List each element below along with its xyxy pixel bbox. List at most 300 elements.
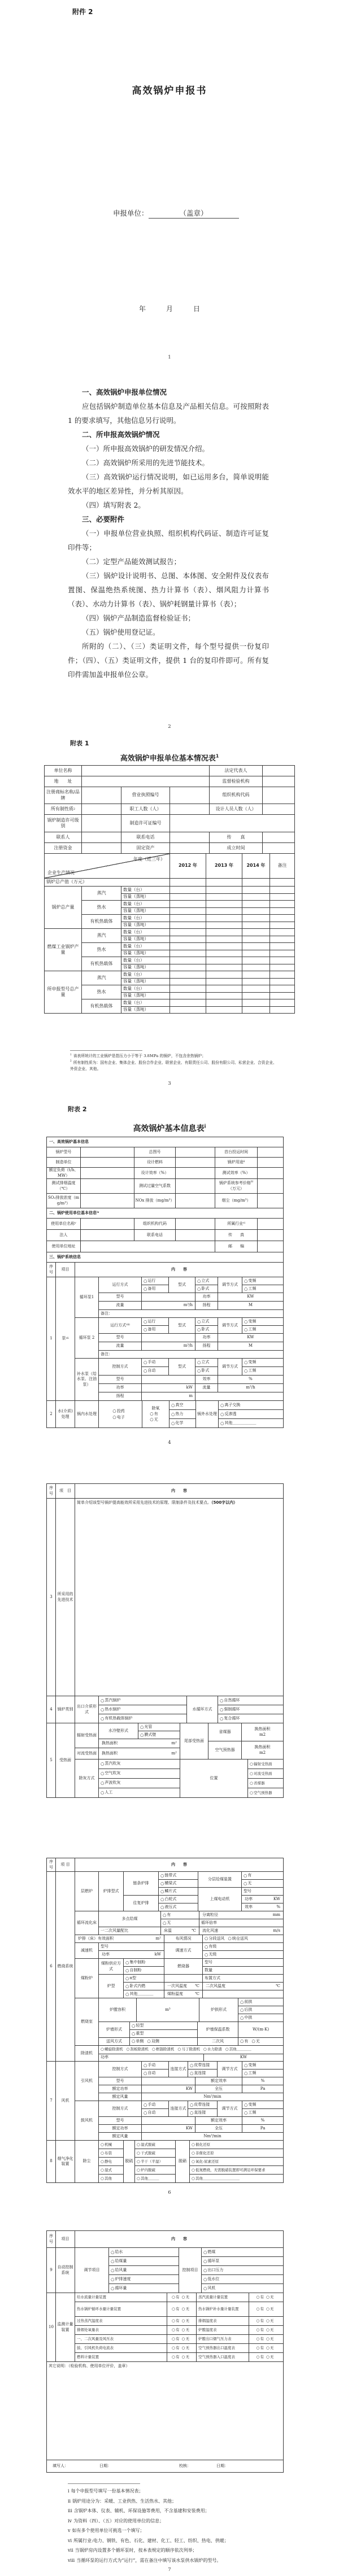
input-cell[interactable]: [242, 879, 270, 887]
input-cell[interactable]: [170, 936, 206, 944]
radio-option[interactable]: ○ 无: [266, 2307, 273, 2312]
radio-option[interactable]: ○ 直连接: [188, 2109, 218, 2117]
input-cell[interactable]: [242, 887, 270, 894]
input-cell[interactable]: kW: [142, 1384, 195, 1392]
radio-option[interactable]: ○ 反渗透: [219, 1410, 284, 1419]
label: 煤粉供应方式: [99, 1959, 124, 1975]
radio-option[interactable]: ○ 复合循环: [218, 1714, 284, 1723]
radio-option[interactable]: ○ 框链除渣机: [152, 2047, 174, 2052]
radio-option[interactable]: ○ 有: [257, 2295, 264, 2300]
radio-option[interactable]: ○ 无: [266, 2337, 273, 2342]
input-cell[interactable]: 功率 KW: [242, 1896, 284, 1903]
radio-option[interactable]: ○ 给风量: [109, 2266, 179, 2275]
input-cell[interactable]: [242, 901, 270, 908]
radio-option[interactable]: ○ 空气吹灰: [99, 1769, 180, 1779]
radio-option[interactable]: ○ 无: [266, 2319, 273, 2324]
radio-option[interactable]: ○ 人工: [99, 1788, 180, 1798]
input-cell[interactable]: [242, 929, 270, 936]
input-cell[interactable]: [270, 936, 295, 944]
input-cell[interactable]: [176, 1147, 215, 1158]
label: 补水泵（给水泵、注油泵）: [75, 1359, 99, 1401]
input-cell[interactable]: [258, 1179, 284, 1194]
radio-option[interactable]: ○ π型: [124, 1975, 164, 1983]
radio-option[interactable]: ○ 电子: [112, 1414, 124, 1420]
radio-option[interactable]: ○ 有: [257, 2355, 264, 2360]
input-cell[interactable]: [203, 1990, 284, 1998]
input-cell[interactable]: [81, 1241, 215, 1252]
radio-option[interactable]: ○ 有: [172, 2346, 179, 2351]
radio-option[interactable]: ○ 水力除渣: [203, 2047, 222, 2052]
input-cell[interactable]: [170, 787, 210, 804]
radio-option[interactable]: ○ 链带式: [159, 1872, 198, 1880]
layout: [47, 1484, 284, 1499]
radio-option[interactable]: ○ 其他＿＿＿: [135, 2175, 176, 2183]
input-cell[interactable]: [170, 979, 206, 986]
input-cell[interactable]: KW: [142, 2125, 195, 2133]
input-cell[interactable]: 功率 kW: [99, 1951, 164, 1959]
input-cell[interactable]: [206, 957, 242, 964]
input-cell[interactable]: [242, 936, 270, 944]
input-cell[interactable]: [142, 1334, 195, 1342]
input-cell[interactable]: [176, 1219, 215, 1230]
input-cell[interactable]: [170, 915, 206, 922]
radio-option[interactable]: ○ 有: [257, 2307, 264, 2312]
input-cell[interactable]: [170, 894, 206, 901]
input-cell[interactable]: [82, 815, 121, 832]
radio-option[interactable]: ○ 无: [266, 2355, 273, 2360]
radio-option[interactable]: ○ 机械: [99, 2141, 124, 2149]
radio-option[interactable]: ○ 干式脱硫: [135, 2149, 176, 2158]
radio-option[interactable]: ○ 化学: [169, 1419, 196, 1428]
input-cell[interactable]: [242, 999, 270, 1007]
tech-description-field[interactable]: 简单介绍该型号锅炉提高能效所采用先进技术的原理、限制条件及技术要点。（500字以内）: [75, 1499, 284, 1696]
radio-option[interactable]: ○ 变频: [242, 1359, 284, 1367]
input-cell[interactable]: [176, 1168, 215, 1179]
radio-option[interactable]: ○ 前拱: [238, 1998, 284, 2006]
radio-option[interactable]: ○ 投药: [112, 1408, 124, 1414]
input-cell[interactable]: [81, 1194, 134, 1208]
input-cell[interactable]: [263, 804, 295, 815]
input-cell[interactable]: [242, 915, 270, 922]
input-cell[interactable]: [170, 929, 206, 936]
radio-option[interactable]: ○ 自动: [142, 2109, 169, 2117]
input-cell[interactable]: [81, 1147, 134, 1158]
input-cell[interactable]: [242, 964, 270, 972]
input-cell[interactable]: [242, 950, 270, 958]
radio-option[interactable]: ○ 卧式: [195, 1285, 218, 1293]
note-field[interactable]: 备注：: [99, 1351, 284, 1359]
radio-option[interactable]: ○ 离子交换: [219, 1401, 284, 1410]
radio-option[interactable]: ○ 湿式脱硫: [135, 2141, 176, 2149]
input-cell[interactable]: [270, 999, 295, 1007]
label: 燃烧系统: [56, 1872, 75, 2062]
radio-option[interactable]: ○ 横梁式: [159, 1880, 198, 1888]
input-cell[interactable]: [206, 901, 242, 908]
radio-option[interactable]: ○ 无: [266, 2328, 273, 2333]
layout: [195, 1277, 218, 1293]
input-cell[interactable]: [258, 1219, 284, 1230]
label: [238, 2038, 284, 2046]
radio-option[interactable]: ○ 辐射受热面: [248, 1759, 284, 1769]
radio-option[interactable]: ○ 无: [182, 2337, 189, 2342]
input-cell[interactable]: [170, 804, 210, 815]
radio-option[interactable]: ○ 其他: [99, 2175, 124, 2183]
radio-option[interactable]: ○ 无: [182, 2307, 189, 2312]
radio-option[interactable]: ○ 工频: [242, 1285, 284, 1293]
radio-option[interactable]: ○ 声波吹灰: [99, 1779, 180, 1788]
radio-option[interactable]: ○ 其他＿＿＿＿: [225, 2047, 251, 2052]
input-cell[interactable]: 型号: [99, 1943, 164, 1951]
radio-option[interactable]: ○ 有: [240, 2038, 248, 2044]
label: 连接方式: [169, 2062, 188, 2077]
input-cell[interactable]: [270, 971, 295, 979]
input-cell[interactable]: Nm³/min: [142, 2093, 284, 2101]
input-cell[interactable]: [242, 971, 270, 979]
note-field[interactable]: 备注：: [99, 1310, 284, 1318]
input-cell[interactable]: [142, 1293, 195, 1302]
radio-option[interactable]: ○ 有: [172, 2319, 179, 2324]
radio-option[interactable]: ○ 有: [172, 2355, 179, 2360]
input-cell[interactable]: [195, 1392, 284, 1401]
input-cell[interactable]: [258, 1230, 284, 1241]
radio-option[interactable]: ○ 凸轮式: [159, 1896, 198, 1903]
input-cell[interactable]: [206, 936, 242, 944]
radio-option[interactable]: ○ 其他＿＿＿＿＿＿＿＿＿＿: [190, 2175, 284, 2183]
radio-option[interactable]: ○ 给煤量: [109, 2257, 179, 2266]
radio-option[interactable]: ○ 自制粉: [124, 1967, 164, 1975]
input-cell[interactable]: [258, 1147, 284, 1158]
input-cell[interactable]: [206, 985, 242, 993]
radio-option[interactable]: ○ 手动: [142, 1359, 169, 1367]
radio-option[interactable]: ○ 无: [150, 1417, 158, 1422]
input-cell[interactable]: [142, 1376, 195, 1384]
input-cell[interactable]: [270, 879, 295, 887]
input-cell[interactable]: 型号: [242, 1888, 284, 1896]
radio-option[interactable]: ○ 有: [257, 2328, 264, 2333]
radio-option[interactable]: ○ 低水位: [202, 2275, 284, 2284]
radio-option[interactable]: ○ 无: [182, 2346, 189, 2351]
input-cell[interactable]: [206, 915, 242, 922]
input-cell[interactable]: [263, 787, 295, 804]
input-cell[interactable]: [270, 901, 295, 908]
input-cell[interactable]: [206, 908, 242, 915]
input-cell[interactable]: [206, 879, 242, 887]
input-cell[interactable]: [258, 1241, 284, 1252]
radio-option[interactable]: ○ 有: [257, 2346, 264, 2351]
radio-option[interactable]: ○ 循环泵: [202, 2257, 284, 2266]
input-cell[interactable]: [270, 943, 295, 950]
input-cell[interactable]: [142, 2117, 195, 2125]
radio-option[interactable]: ○ 皮带连接: [188, 2101, 218, 2109]
radio-option[interactable]: ○ 直连接: [188, 2069, 218, 2077]
input-cell[interactable]: [170, 879, 206, 887]
radio-option[interactable]: ○ 单侧: [132, 2038, 144, 2044]
other-notes-field[interactable]: 其它说明：（检验机构、使用单位评价，盖章）: [47, 2362, 284, 2460]
input-cell[interactable]: [242, 922, 270, 929]
radio-option[interactable]: ○ 有: [172, 2295, 179, 2300]
radio-option[interactable]: ○ 其他＿＿＿＿: [124, 1990, 164, 1998]
input-cell[interactable]: [176, 1194, 215, 1208]
radio-option[interactable]: ○ 立式: [195, 1318, 218, 1326]
signature-row[interactable]: 填写人： 日期： 校核： 日期：: [47, 2460, 284, 2473]
radio-option[interactable]: ○ 有: [242, 1872, 284, 1880]
radio-option[interactable]: ○ 燃煤: [202, 2248, 284, 2257]
input-cell[interactable]: [206, 943, 242, 950]
input-cell[interactable]: [263, 766, 295, 776]
radio-option[interactable]: ○ 真空: [169, 1401, 196, 1410]
input-cell[interactable]: [170, 1007, 206, 1014]
input-cell[interactable]: [270, 908, 295, 915]
input-cell[interactable]: [242, 943, 270, 950]
radio-option[interactable]: ○ 重型: [130, 2030, 198, 2038]
input-cell[interactable]: [82, 832, 121, 843]
radio-option[interactable]: ○ 统仓送风: [228, 1936, 247, 1941]
input-cell[interactable]: [82, 776, 210, 787]
input-cell[interactable]: [258, 1194, 284, 1208]
radio-option[interactable]: ○ 卧式内燃: [124, 1983, 164, 1990]
input-cell[interactable]: [242, 985, 270, 993]
input-cell[interactable]: [170, 950, 206, 958]
input-cell[interactable]: [270, 964, 295, 972]
radio-option[interactable]: ○ 备用: [142, 1285, 169, 1293]
input-cell[interactable]: [170, 887, 206, 894]
input-cell[interactable]: [82, 766, 210, 776]
input-cell[interactable]: [82, 787, 121, 804]
radio-option[interactable]: ○ 无: [161, 1919, 199, 1927]
radio-option[interactable]: ○ 变频: [242, 1277, 284, 1285]
input-cell[interactable]: [170, 993, 206, 1000]
leaf-label: 数量（台）: [121, 985, 170, 993]
radio-option[interactable]: ○ 膜式壁: [138, 1731, 180, 1739]
radio-option[interactable]: ○ 空气预热器: [248, 1788, 284, 1798]
input-cell[interactable]: [176, 1230, 215, 1241]
input-cell[interactable]: [270, 950, 295, 958]
radio-option[interactable]: ○ 给水: [109, 2248, 179, 2257]
radio-option[interactable]: ○ 对流受热面: [248, 1769, 284, 1779]
radio-option[interactable]: ○ 无级: [203, 1951, 284, 1959]
input-cell[interactable]: [242, 894, 270, 901]
input-cell[interactable]: [270, 993, 295, 1000]
input-cell[interactable]: [242, 908, 270, 915]
input-cell[interactable]: [82, 804, 121, 815]
radio-option[interactable]: ○ 蒸汽锅炉: [99, 1696, 187, 1705]
radio-option[interactable]: ○ 无: [266, 2295, 273, 2300]
input-cell[interactable]: [176, 1158, 215, 1168]
radio-option[interactable]: ○ 有: [257, 2337, 264, 2342]
radio-option[interactable]: ○ 热力: [169, 1410, 196, 1419]
radio-option[interactable]: ○ 自动: [142, 2069, 169, 2077]
radio-option[interactable]: ○ 分段送风: [205, 1936, 224, 1941]
radio-option[interactable]: ○ 有机热载体锅炉: [99, 1714, 187, 1723]
radio-option[interactable]: ○ 有: [172, 2307, 179, 2312]
radio-option[interactable]: ○ 无: [251, 2038, 259, 2044]
input-cell[interactable]: [170, 971, 206, 979]
input-cell[interactable]: [206, 993, 242, 1000]
radio-option[interactable]: ○ 工频: [242, 2109, 284, 2117]
radio-option[interactable]: ○ 风机: [202, 2284, 284, 2293]
input-cell[interactable]: [242, 993, 270, 1000]
radio-option[interactable]: ○ 备用: [142, 1326, 169, 1334]
input-cell[interactable]: [206, 1007, 242, 1014]
input-cell[interactable]: [81, 1179, 134, 1194]
radio-option[interactable]: ○ 热水锅炉: [99, 1705, 187, 1714]
radio-option[interactable]: ○ 变频: [242, 2101, 284, 2109]
input-cell[interactable]: [170, 922, 206, 929]
layout: [198, 1872, 284, 1911]
radio-option[interactable]: ○ 自动: [142, 1367, 169, 1376]
input-cell[interactable]: [164, 1975, 203, 1983]
radio-option[interactable]: ○ 氧化-尿素还原: [190, 2158, 284, 2166]
input-cell[interactable]: [242, 957, 270, 964]
radio-option[interactable]: ○ 手动: [142, 2101, 169, 2109]
radio-option[interactable]: ○ 静电: [99, 2158, 124, 2166]
radio-option[interactable]: ○ 循环量: [109, 2284, 179, 2293]
radio-option[interactable]: ○ 低氮燃烧，无需脱硝装置即可满足环保要求: [190, 2166, 284, 2175]
input-cell[interactable]: m: [142, 1392, 195, 1401]
radio-option[interactable]: ○ 鳞片式: [159, 1888, 198, 1896]
input-cell[interactable]: [142, 2077, 195, 2085]
radio-option[interactable]: ○ 无: [242, 1880, 284, 1888]
radio-option[interactable]: ○ 湿式: [99, 2166, 124, 2175]
input-cell[interactable]: [270, 887, 295, 894]
input-cell[interactable]: [206, 950, 242, 958]
radio-option[interactable]: ○ 工频: [242, 2069, 284, 2077]
radio-option[interactable]: ○ 无: [182, 2295, 189, 2300]
input-cell[interactable]: [263, 832, 295, 843]
input-cell[interactable]: KW: [142, 2085, 195, 2093]
input-cell[interactable]: [206, 999, 242, 1007]
input-cell[interactable]: m³/h: [142, 1302, 195, 1310]
radio-option[interactable]: ○ 出口压力: [202, 2266, 284, 2275]
label: 扬程: [195, 1302, 218, 1310]
input-cell[interactable]: 效率 %: [242, 1903, 284, 1911]
radio-option[interactable]: ○ 强制循环: [218, 1705, 284, 1714]
input-cell[interactable]: m³: [137, 1998, 199, 2022]
input-cell[interactable]: [170, 999, 206, 1007]
radio-option[interactable]: ○ 无: [182, 2319, 189, 2324]
radio-option[interactable]: ○ 有级: [203, 1943, 284, 1951]
radio-option[interactable]: ○ 集中制粉: [124, 1959, 164, 1967]
radio-option[interactable]: ○ 手动: [142, 2062, 169, 2069]
radio-option[interactable]: ○ 双侧: [147, 2038, 159, 2044]
input-cell[interactable]: [258, 1168, 284, 1179]
input-cell[interactable]: [270, 894, 295, 901]
radio-option[interactable]: ○ 省煤器: [248, 1779, 284, 1788]
radio-option[interactable]: ○ 立式: [195, 1359, 218, 1367]
input-cell[interactable]: [81, 1230, 134, 1241]
input-cell[interactable]: [263, 776, 295, 787]
input-cell[interactable]: [170, 843, 210, 854]
input-cell[interactable]: [81, 1158, 134, 1168]
radio-option[interactable]: ○ 其他＿＿＿＿＿＿: [219, 1419, 284, 1428]
radio-option[interactable]: ○ 蒸汽吹灰: [99, 1759, 180, 1769]
input-cell[interactable]: [206, 922, 242, 929]
radio-option[interactable]: ○ 炉内脱硫: [135, 2166, 176, 2175]
input-cell[interactable]: [270, 915, 295, 922]
input-cell[interactable]: [82, 843, 121, 854]
radio-option[interactable]: ○ 自然循环: [218, 1696, 284, 1705]
input-cell[interactable]: [176, 1179, 215, 1194]
input-cell[interactable]: [170, 957, 206, 964]
input-cell[interactable]: [263, 843, 295, 854]
radio-option[interactable]: ○ 无: [266, 2346, 273, 2351]
radio-option[interactable]: ○ 立式: [195, 1277, 218, 1285]
input-cell[interactable]: [170, 943, 206, 950]
radio-option[interactable]: ○ 无: [182, 2355, 189, 2360]
radio-option[interactable]: ○ 运行: [142, 1277, 169, 1285]
radio-option[interactable]: ○ 变频: [242, 2062, 284, 2069]
input-cell[interactable]: [170, 815, 295, 832]
radio-option[interactable]: ○ 催化还原: [190, 2141, 284, 2149]
input-cell[interactable]: [270, 957, 295, 964]
radio-option[interactable]: ○ 工频: [242, 1326, 284, 1334]
radio-option[interactable]: ○ 变频: [242, 1318, 284, 1326]
radio-option[interactable]: ○ 皮带连接: [188, 2062, 218, 2069]
radio-option[interactable]: ○ 马丁除渣机: [177, 2047, 199, 2052]
radio-option[interactable]: ○ 螺旋除渣机: [101, 2047, 123, 2052]
input-cell[interactable]: m³/h: [142, 1342, 195, 1351]
radio-option[interactable]: ○ 非催化还原: [190, 2149, 284, 2158]
input-cell[interactable]: [170, 964, 206, 972]
radio-option[interactable]: ○ 有: [150, 1411, 158, 1417]
input-cell[interactable]: [206, 894, 242, 901]
radio-option[interactable]: ○ 卧式: [195, 1326, 218, 1334]
input-cell[interactable]: [206, 887, 242, 894]
input-cell[interactable]: [81, 1219, 134, 1230]
input-cell[interactable]: 数量: [203, 1967, 284, 1975]
radio-option[interactable]: ○ 有: [172, 2328, 179, 2333]
input-cell[interactable]: [206, 971, 242, 979]
applicant-input[interactable]: （盖章）: [149, 208, 239, 219]
input-cell[interactable]: Nm³/min: [142, 2133, 284, 2141]
input-cell[interactable]: [270, 922, 295, 929]
radio-option[interactable]: ○ 无: [182, 2328, 189, 2333]
input-cell[interactable]: [270, 1007, 295, 1014]
input-cell[interactable]: [170, 985, 206, 993]
input-cell[interactable]: [206, 964, 242, 972]
input-cell[interactable]: [206, 929, 242, 936]
radio-option[interactable]: ○ 光管: [138, 1723, 180, 1731]
radio-option[interactable]: ○ 后拱: [238, 2006, 284, 2014]
radio-option[interactable]: ○ 布袋: [99, 2149, 124, 2158]
radio-option[interactable]: ○ 卧式: [195, 1367, 218, 1376]
input-cell[interactable]: [81, 1168, 134, 1179]
label: [99, 2046, 284, 2054]
radio-option[interactable]: ○ 工频: [242, 1367, 284, 1376]
input-cell[interactable]: [242, 979, 270, 986]
input-cell[interactable]: [270, 979, 295, 986]
input-cell[interactable]: [170, 832, 210, 843]
radio-option[interactable]: ○ 半干（半湿）: [135, 2158, 176, 2166]
input-cell[interactable]: 型号: [203, 1959, 284, 1967]
radio-option[interactable]: ○ 刮板除渣机: [126, 2047, 148, 2052]
radio-option[interactable]: ○ 液压式: [159, 1903, 198, 1911]
radio-option[interactable]: ○ 有: [172, 2337, 179, 2342]
radio-option[interactable]: ○ 轻型: [130, 2022, 198, 2030]
input-cell[interactable]: [258, 1158, 284, 1168]
radio-option[interactable]: ○ 有: [257, 2319, 264, 2324]
input-cell[interactable]: [242, 1007, 270, 1014]
radio-option[interactable]: ○ 有: [161, 1911, 199, 1919]
radio-option[interactable]: ○ 炉排速度: [109, 2275, 179, 2284]
radio-option[interactable]: ○ 中拱: [238, 2014, 284, 2022]
input-cell[interactable]: [270, 985, 295, 993]
input-cell[interactable]: [170, 901, 206, 908]
input-cell[interactable]: [206, 979, 242, 986]
input-cell[interactable]: [170, 908, 206, 915]
input-cell[interactable]: [270, 929, 295, 936]
radio-option[interactable]: ○ 运行: [142, 1318, 169, 1326]
